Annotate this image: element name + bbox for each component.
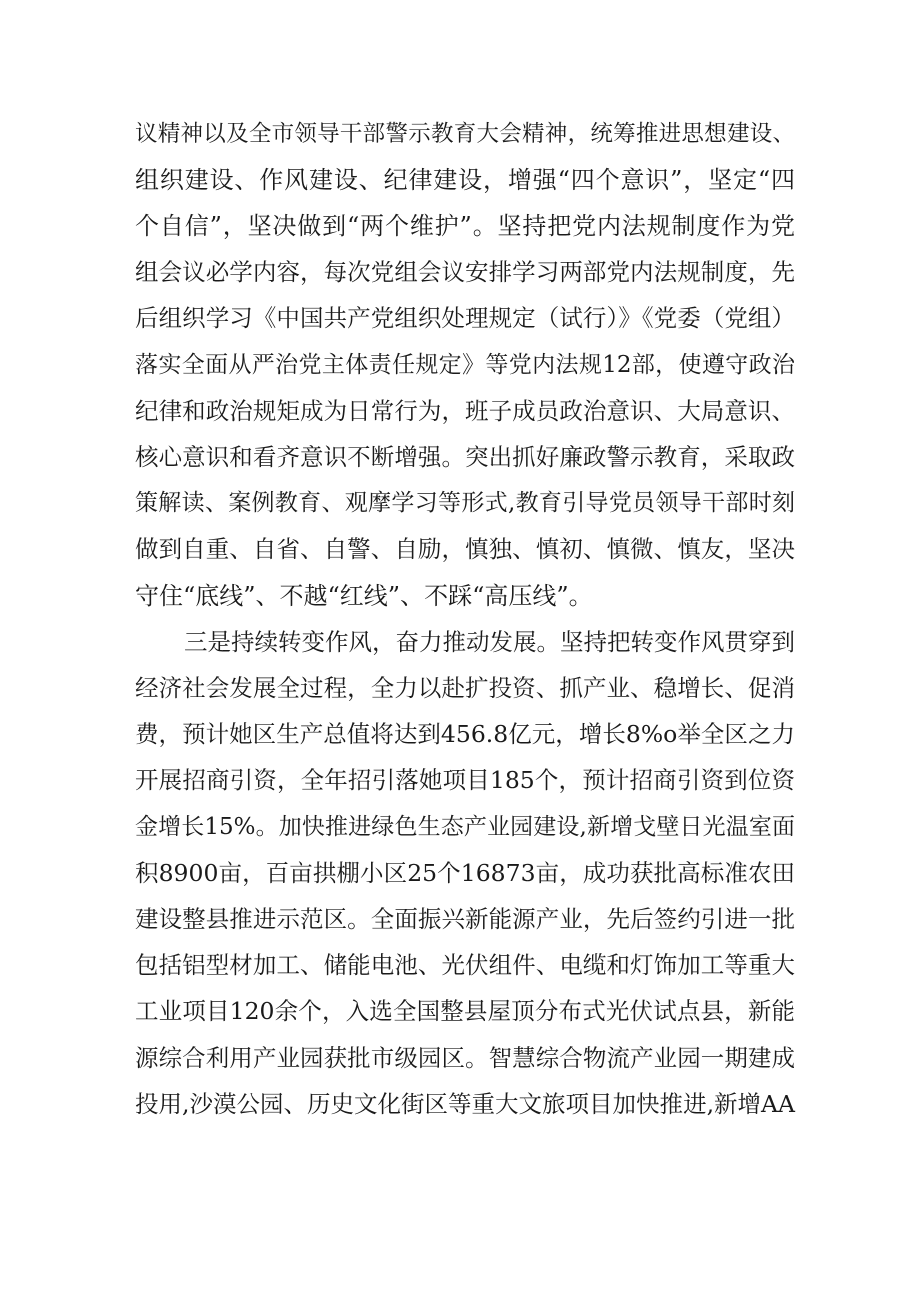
text-line: 积8900亩，百亩拱棚小区25个16873亩，成功获批高标准农田 [135, 859, 795, 887]
text-line: 工业项目120余个，入选全国整县屋顶分布式光伏试点县，新能 [135, 997, 795, 1025]
text-line: 守住“底线”、不越“红线”、不踩“高压线”。 [135, 582, 593, 610]
text-line: 源综合利用产业园获批市级园区。智慧综合物流产业园一期建成 [135, 1044, 795, 1072]
text-line: 落实全面从严治党主体责任规定》等党内法规12部，使遵守政治 [135, 352, 795, 378]
text-line: 包括铝型材加工、储能电池、光伏组件、电缆和灯饰加工等重大 [135, 951, 795, 979]
text-line: 金增长15%。加快推进绿色生态产业园建设,新增戈壁日光温室面 [135, 814, 795, 840]
text-line: 策解读、案例教育、观摩学习等形式,教育引导党员领导干部时刻 [135, 490, 795, 516]
text-line: 建设整县推进示范区。全面振兴新能源产业，先后签约引进一批 [135, 905, 795, 933]
text-line: 三是持续转变作风，奋力推动发展。坚持把转变作风贯穿到 [184, 628, 795, 656]
text-line: 开展招商引资，全年招引落她项目185个，预计招商引资到位资 [135, 766, 795, 794]
text-line: 组织建设、作风建设、纪律建设，增强“四个意识”，坚定“四 [135, 166, 795, 194]
text-line: 议精神以及全市领导干部警示教育大会精神，统筹推进思想建设、 [135, 121, 795, 147]
text-line: 投用,沙漠公园、历史文化街区等重大文旅项目加快推进,新增AA [135, 1090, 795, 1118]
text-line: 纪律和政治规矩成为日常行为，班子成员政治意识、大局意识、 [135, 397, 795, 425]
text-line: 核心意识和看齐意识不断增强。突出抓好廉政警示教育，采取政 [135, 443, 795, 471]
text-line: 费，预计她区生产总值将达到456.8亿元，增长8%o举全区之力 [135, 720, 795, 748]
text-line: 做到自重、自省、自警、自励，慎独、慎初、慎微、慎友，坚决 [135, 535, 795, 563]
text-line: 经济社会发展全过程，全力以赴扩投资、抓产业、稳增长、促消 [135, 674, 795, 702]
text-line: 个自信”，坚决做到“两个维护”。坚持把党内法规制度作为党 [135, 212, 795, 240]
text-line: 后组织学习《中国共产党组织处理规定（试行）》《党委（党组） [135, 304, 795, 332]
text-line: 组会议必学内容，每次党组会议安排学习两部党内法规制度，先 [135, 258, 795, 286]
